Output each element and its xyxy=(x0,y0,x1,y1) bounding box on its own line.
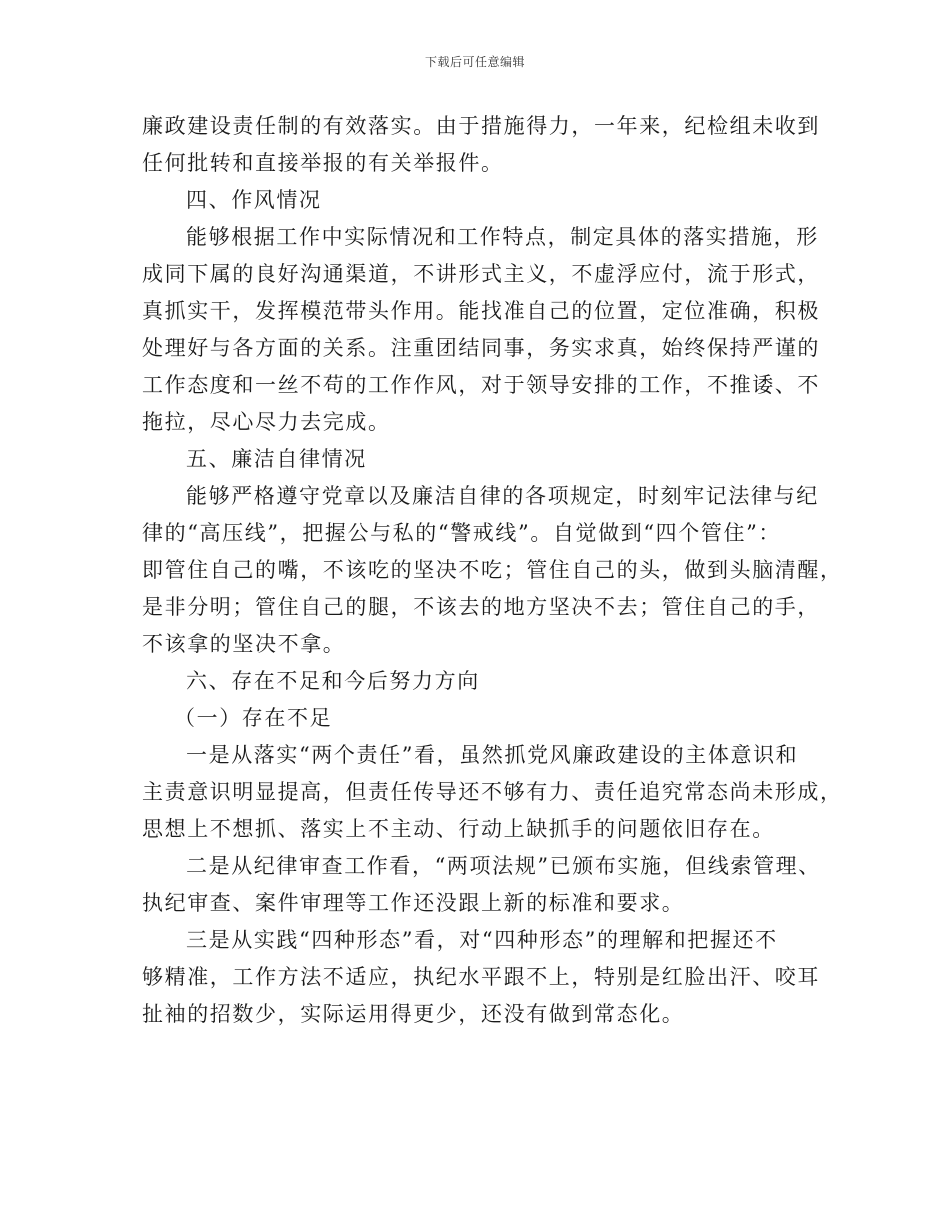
document-body xyxy=(142,108,843,1033)
section-heading-6: 六、存在不足和今后努力方向 xyxy=(186,669,480,693)
section-heading-4: 四、作风情况 xyxy=(186,188,322,212)
paragraph-line: 扯袖的招数少，实际运用得更少，还没有做到常态化。 xyxy=(142,1002,685,1026)
section-heading-5: 五、廉洁自律情况 xyxy=(186,447,367,471)
paragraph-line: 一是从落实“两个责任”看，虽然抓党风廉政建设的主体意识和 xyxy=(186,743,799,767)
paragraph-line: 工作态度和一丝不苟的工作作风，对于领导安排的工作，不推诿、不 xyxy=(142,373,820,397)
paragraph-line: 三是从实践“四种形态”看，对“四种形态”的理解和把握还不 xyxy=(186,928,778,952)
paragraph-line: 任何批转和直接举报的有关举报件。 xyxy=(142,151,504,175)
paragraph-line: 即管住自己的嘴，不该吃的坚决不吃；管住自己的头，做到头脑清醒， xyxy=(142,558,843,582)
paragraph-line: 是非分明；管住自己的腿，不该去的地方坚决不去；管住自己的手， xyxy=(142,595,820,619)
subsection-heading: （一）存在不足 xyxy=(174,706,333,730)
paragraph-line: 不该拿的坚决不拿。 xyxy=(142,632,346,656)
paragraph-line: 律的“高压线”，把握公与私的“警戒线”。自觉做到“四个管住”： xyxy=(142,521,782,545)
paragraph-line: 能够严格遵守党章以及廉洁自律的各项规定，时刻牢记法律与纪 xyxy=(186,484,819,508)
paragraph-line: 二是从纪律审查工作看，“两项法规”已颁布实施，但线索管理、 xyxy=(186,854,821,878)
paragraph-line: 成同下属的良好沟通渠道，不讲形式主义，不虚浮应付，流于形式， xyxy=(142,262,820,286)
paragraph-line: 思想上不想抓、落实上不主动、行动上缺抓手的问题依旧存在。 xyxy=(142,817,775,841)
paragraph-line: 主责意识明显提高，但责任传导还不够有力、责任追究常态尚未形成， xyxy=(142,780,843,804)
paragraph-line: 处理好与各方面的关系。注重团结同事，务实求真，始终保持严谨的 xyxy=(142,336,820,360)
paragraph-line: 拖拉，尽心尽力去完成。 xyxy=(142,410,391,434)
paragraph-line: 执纪审查、案件审理等工作还没跟上新的标准和要求。 xyxy=(142,891,685,915)
paragraph-line: 够精准，工作方法不适应，执纪水平跟不上，特别是红脸出汗、咬耳 xyxy=(142,965,820,989)
paragraph-line: 廉政建设责任制的有效落实。由于措施得力，一年来，纪检组未收到 xyxy=(142,114,820,138)
paragraph-line: 能够根据工作中实际情况和工作特点，制定具体的落实措施，形 xyxy=(186,225,819,249)
page-header: 下载后可任意编辑 xyxy=(424,55,525,69)
paragraph-line: 真抓实干，发挥模范带头作用。能找准自己的位置，定位准确，积极 xyxy=(142,299,820,323)
